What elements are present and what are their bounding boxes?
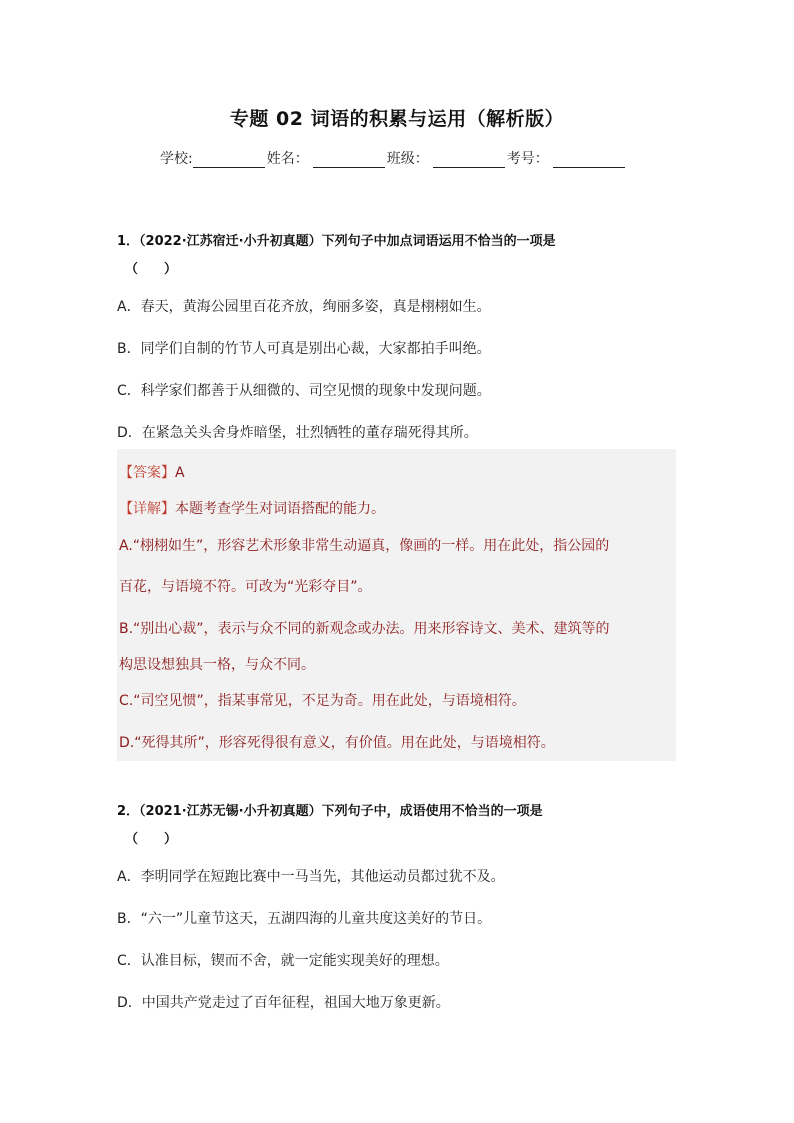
detail-line xyxy=(119,498,385,518)
exam-no-blank xyxy=(553,153,625,168)
question-2-option-a: A．李明同学在短跑比赛中一马当先，其他运动员都过犹不及。 xyxy=(117,869,505,885)
page-title: 专题 02 词语的积累与运用（解析版） xyxy=(229,108,565,130)
explanation-c: C.“司空见惯”，指某事常见，不足为奇。用在此处，与语境相符。 xyxy=(119,693,526,709)
question-1-option-c: C．科学家们都善于从细微的、司空见惯的现象中发现问题。 xyxy=(117,383,491,399)
detail-tag: 【详解】 xyxy=(119,501,175,517)
explanation-b-line1: B.“别出心裁”，表示与众不同的新观念或办法。用来形容诗文、美术、建筑等的 xyxy=(119,621,610,637)
question-1-header: 1．（2022·江苏宿迁·小升初真题）下列句子中加点词语运用不恰当的一项是 xyxy=(117,234,556,249)
question-2-option-c: C．认准目标，锲而不舍，就一定能实现美好的理想。 xyxy=(117,953,449,969)
question-2-header: 2．（2021·江苏无锡·小升初真题）下列句子中，成语使用不恰当的一项是 xyxy=(117,804,543,819)
question-1-paren: （ ） xyxy=(125,262,178,277)
class-label: 班级： xyxy=(386,151,429,167)
explanation-a-line2: 百花，与语境不符。可改为“光彩夺目”。 xyxy=(119,579,372,595)
explanation-d: D.“死得其所”，形容死得很有意义，有价值。用在此处，与语境相符。 xyxy=(119,735,555,751)
answer-value: A xyxy=(175,465,185,481)
answer-tag: 【答案】 xyxy=(119,465,175,481)
student-info-line xyxy=(160,148,627,168)
exam-no-label: 考号： xyxy=(506,151,549,167)
school-label: 学校: xyxy=(160,151,193,167)
question-2-option-d: D．中国共产党走过了百年征程，祖国大地万象更新。 xyxy=(117,995,450,1011)
question-1-option-a: A．春天，黄海公园里百花齐放，绚丽多姿，真是栩栩如生。 xyxy=(117,299,491,315)
answer-box xyxy=(117,449,676,761)
class-blank xyxy=(433,153,505,168)
question-2-option-b: B．“六一”儿童节这天，五湖四海的儿童共度这美好的节日。 xyxy=(117,911,492,927)
question-2-paren: （ ） xyxy=(125,832,178,847)
detail-text: 本题考查学生对词语搭配的能力。 xyxy=(175,501,385,517)
question-1-option-d: D．在紧急关头舍身炸暗堡，壮烈牺牲的董存瑞死得其所。 xyxy=(117,425,478,441)
school-blank xyxy=(193,153,265,168)
answer-line xyxy=(119,462,185,482)
explanation-a-line1: A.“栩栩如生”，形容艺术形象非常生动逼真，像画的一样。用在此处，指公园的 xyxy=(119,538,610,554)
question-1-option-b: B．同学们自制的竹节人可真是别出心裁，大家都拍手叫绝。 xyxy=(117,341,491,357)
explanation-b-line2: 构思设想独具一格，与众不同。 xyxy=(119,657,315,673)
name-label: 姓名： xyxy=(266,151,309,167)
name-blank xyxy=(313,153,385,168)
